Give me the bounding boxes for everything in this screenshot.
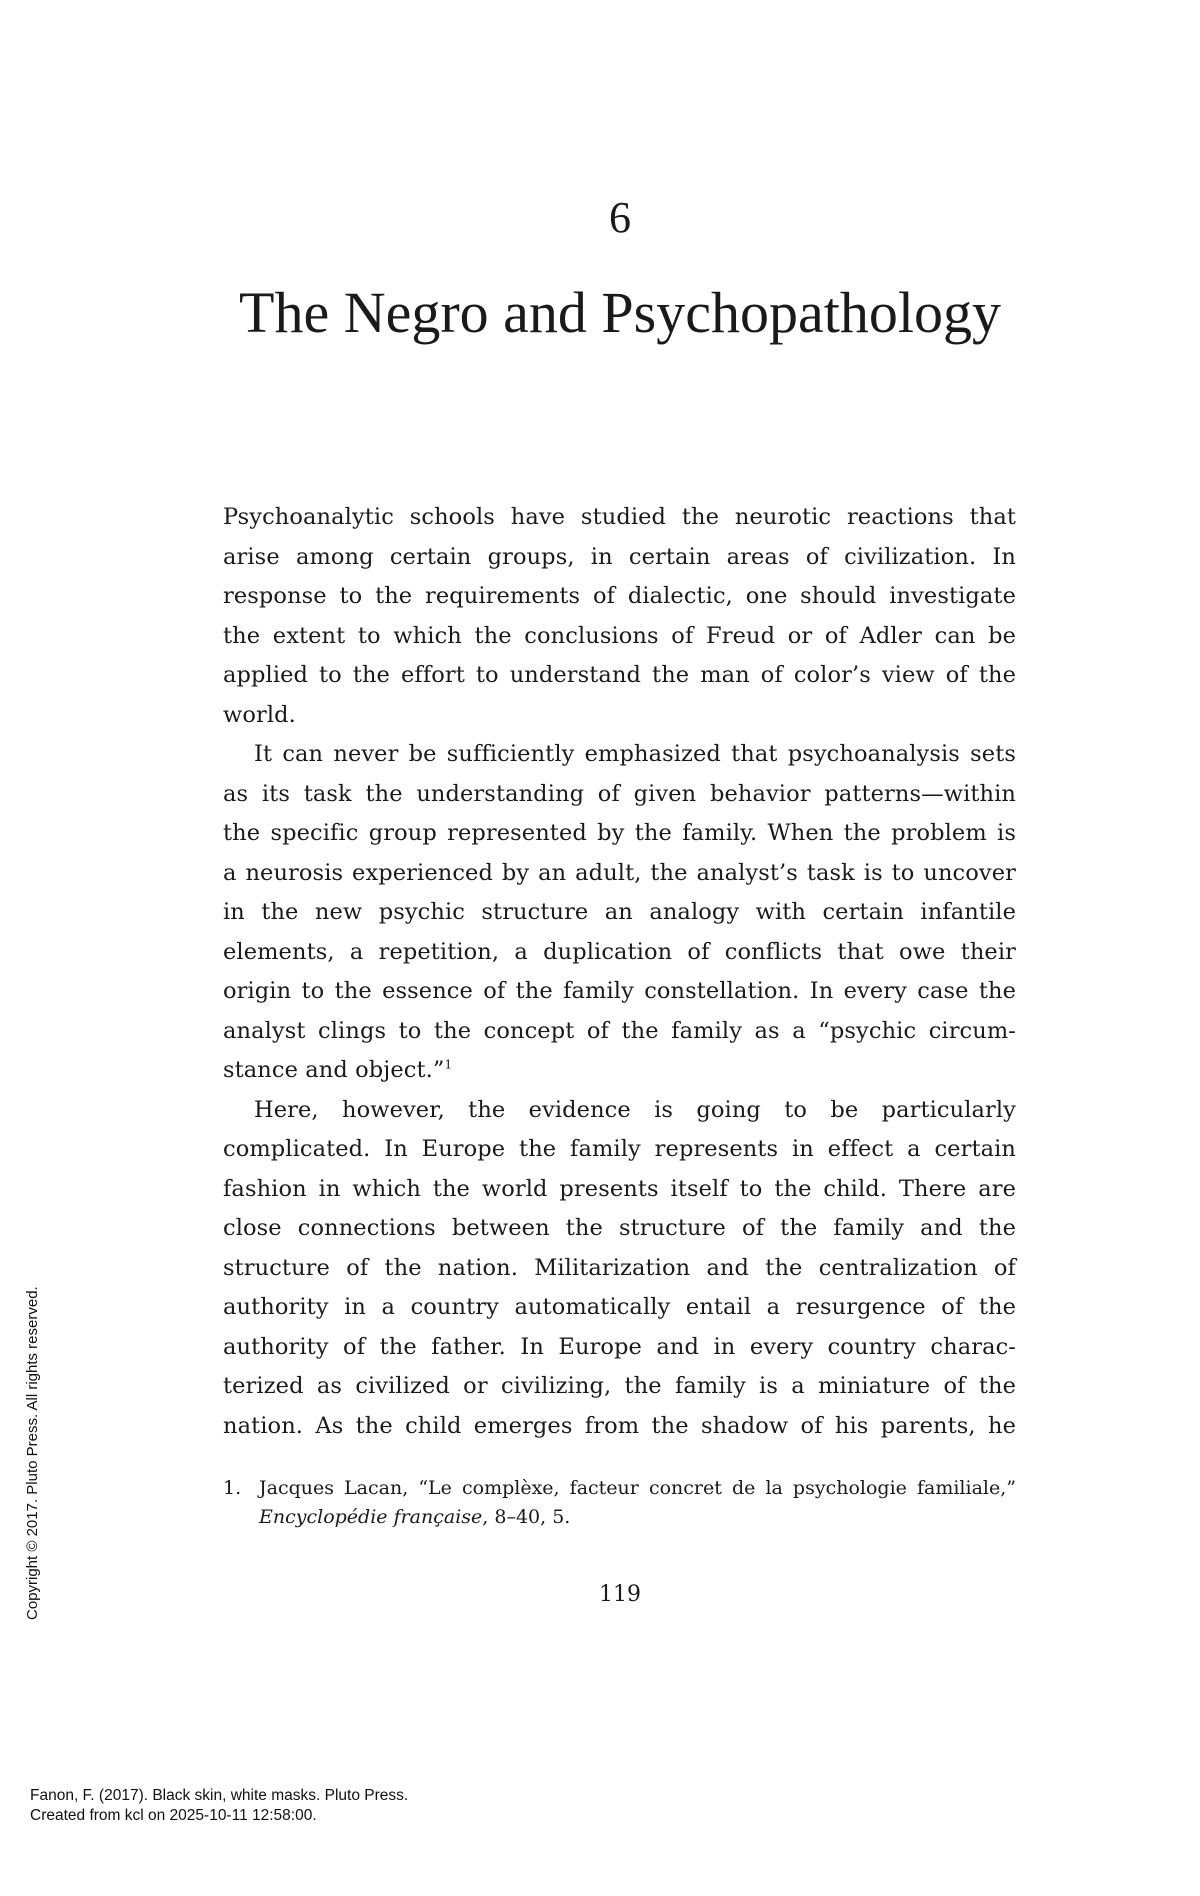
body-text bbox=[223, 498, 1016, 1446]
p1-line: world. bbox=[223, 701, 296, 728]
p1-line: arise among certain groups, in certain areas of civilization. In bbox=[223, 543, 1016, 570]
footnote-source-title: Encyclopédie française bbox=[259, 1506, 483, 1528]
chapter-title: The Negro and Psychopathology bbox=[239, 280, 1001, 345]
p1-line: applied to the effort to understand the man of color’s view of the bbox=[223, 662, 1016, 688]
footnote bbox=[223, 1474, 1016, 1532]
p1-line: Psychoanalytic schools have studied the neurotic reactions that bbox=[223, 504, 1016, 530]
p3-line: terized as civilized or civilizing, the family is a miniature of the bbox=[223, 1373, 1016, 1399]
p1-line: response to the requirements of dialectic, one should investigate bbox=[223, 583, 1016, 609]
p3-line: authority of the father. In Europe and in every country charac- bbox=[223, 1333, 1016, 1360]
p1-line: the extent to which the conclusions of Freud or of Adler can be bbox=[223, 622, 1016, 649]
p2-line: as its task the understanding of given behavior patterns—within bbox=[223, 780, 1016, 807]
footnote-line bbox=[223, 1474, 1016, 1503]
footnote-text: Jacques Lacan, “Le complèxe, facteur concret de la psychologie familiale,” bbox=[259, 1477, 1016, 1499]
footnote-reference[interactable]: 1 bbox=[444, 1057, 453, 1072]
p2-line: analyst clings to the concept of the family as a “psychic circum- bbox=[223, 1017, 1016, 1044]
citation-line: Fanon, F. (2017). Black skin, white masks. Pluto Press. bbox=[30, 1787, 409, 1804]
footnote-line bbox=[223, 1503, 1016, 1532]
p3-line: close connections between the structure of the family and the bbox=[223, 1215, 1016, 1241]
p2-line: elements, a repetition, a duplication of conflicts that owe their bbox=[223, 938, 1016, 965]
p2-line: It can never be sufficiently emphasized that psychoanalysis sets bbox=[254, 741, 1016, 767]
citation-footer bbox=[30, 1786, 408, 1826]
p3-line: nation. As the child emerges from the shadow of his parents, he bbox=[223, 1412, 1016, 1439]
citation-created-line: Created from kcl on 2025-10-11 12:58:00. bbox=[30, 1807, 317, 1824]
page-number: 119 bbox=[599, 1582, 641, 1607]
footnote-source-pages: , 8–40, 5. bbox=[482, 1506, 571, 1528]
p2-line-last bbox=[223, 1051, 1016, 1091]
p2-line-text: stance and object.” bbox=[223, 1057, 445, 1083]
p3-line: structure of the nation. Militarization and the centralization of bbox=[223, 1254, 1016, 1281]
footnote-number: 1. bbox=[223, 1477, 242, 1499]
side-copyright-notice: Copyright © 2017. Pluto Press. All rights reserved. bbox=[24, 1286, 41, 1620]
chapter-number: 6 bbox=[609, 193, 631, 242]
p3-line: fashion in which the world presents itself to the child. There are bbox=[223, 1175, 1016, 1202]
p2-line: the specific group represented by the family. When the problem is bbox=[223, 820, 1016, 846]
p3-line: authority in a country automatically entail a resurgence of the bbox=[223, 1294, 1016, 1320]
p2-line: origin to the essence of the family constellation. In every case the bbox=[223, 978, 1016, 1004]
p3-line: complicated. In Europe the family represents in effect a certain bbox=[223, 1136, 1016, 1162]
p2-line: a neurosis experienced by an adult, the analyst’s task is to uncover bbox=[223, 859, 1016, 886]
p3-line: Here, however, the evidence is going to be particularly bbox=[254, 1096, 1016, 1123]
p2-line: in the new psychic structure an analogy with certain infantile bbox=[223, 899, 1016, 925]
